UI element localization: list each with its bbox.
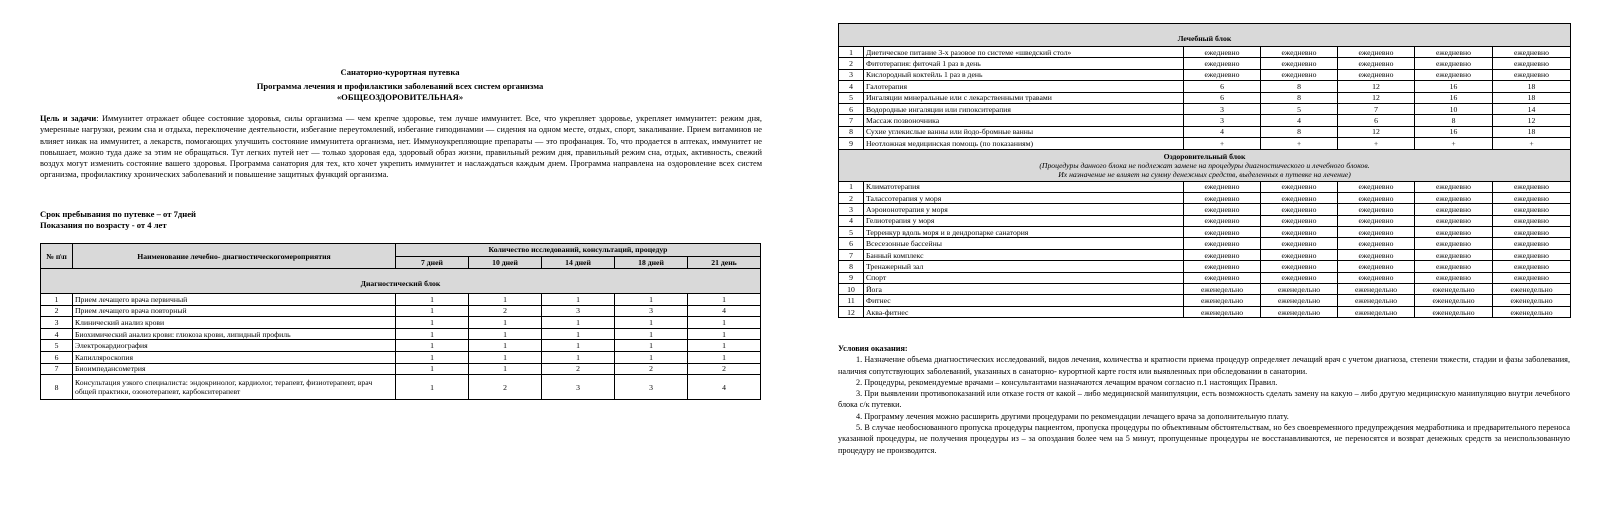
row-value: еженедельно [1338, 284, 1415, 295]
row-number: 9 [839, 272, 864, 283]
header-day: 10 дней [469, 256, 542, 269]
row-value: 2 [542, 363, 615, 375]
row-value: ежедневно [1493, 181, 1571, 192]
row-number: 3 [839, 69, 864, 80]
health-note-1: (Процедуры данного блока не подлежат замене на процедуры диагностического и лечебного блоков. [1039, 160, 1370, 170]
row-number: 5 [839, 92, 864, 103]
table-row [839, 92, 1571, 103]
stay-duration: Срок пребывания по путевке – от 7дней [40, 209, 196, 219]
condition-item: 3. При выявлении противопоказаний или отказе гостя от какой – либо медицинской манипуляции, есть возможность сделать замену на какую – либо другую медицинскую манипуляцию внутри лечебного блока с/к путевки. [838, 389, 1570, 410]
row-value: ежедневно [1493, 249, 1571, 260]
row-value: ежедневно [1415, 47, 1493, 58]
row-value: ежедневно [1261, 227, 1338, 238]
row-number: 4 [839, 81, 864, 92]
row-value: ежедневно [1493, 192, 1571, 203]
row-value: ежедневно [1415, 181, 1493, 192]
table-row [839, 138, 1571, 149]
row-value: 12 [1338, 81, 1415, 92]
table-row [839, 227, 1571, 238]
row-value: ежедневно [1338, 47, 1415, 58]
row-number: 10 [839, 284, 864, 295]
row-value: ежедневно [1338, 69, 1415, 80]
row-value: ежедневно [1261, 238, 1338, 249]
row-value: 2 [688, 363, 761, 375]
table-row [839, 103, 1571, 114]
row-value: ежедневно [1338, 249, 1415, 260]
conditions [838, 343, 1570, 456]
row-value: ежедневно [1338, 227, 1415, 238]
row-value: 1 [615, 351, 688, 363]
table-row [41, 294, 761, 306]
row-value: 1 [469, 351, 542, 363]
header-procedure-name: Наименование лечебно- диагностическогомероприятия [73, 244, 396, 269]
row-value: 1 [396, 294, 469, 306]
row-procedure: Прием лечащего врача первичный [73, 294, 396, 306]
condition-item: 5. В случае необоснованного пропуска процедуры пациентом, пропуска процедуры по объективным обстоятельствам, но без своевременного предупреждения медработника и предварительного переноса указанной процедуры, не получения процедуры из – за опоздания более чем на 5 минут, пропущенные процедуры не восстанавливаются, не переносятся и возврат денежных средств за неиспользованную процедуру не производится. [838, 423, 1570, 455]
row-value: ежедневно [1261, 192, 1338, 203]
row-procedure: Терренкур вдоль моря и в дендропарке санатория [864, 227, 1184, 238]
row-number: 2 [41, 305, 73, 317]
row-value: ежедневно [1184, 238, 1261, 249]
section-treatment: Лечебный блок [839, 24, 1571, 47]
row-value: 1 [469, 317, 542, 329]
row-number: 8 [839, 126, 864, 137]
row-value: 1 [688, 340, 761, 352]
row-value: еженедельно [1338, 306, 1415, 317]
row-value: ежедневно [1415, 58, 1493, 69]
table-row [839, 81, 1571, 92]
section-health-header [839, 149, 1571, 181]
row-value: 16 [1415, 92, 1493, 103]
row-value: 12 [1338, 126, 1415, 137]
table-row [41, 363, 761, 375]
row-number: 5 [839, 227, 864, 238]
row-value: ежедневно [1184, 272, 1261, 283]
row-value: 5 [1261, 103, 1338, 114]
row-value: 1 [396, 375, 469, 400]
row-value: 1 [396, 340, 469, 352]
row-procedure: Банный комплекс [864, 249, 1184, 260]
row-value: ежедневно [1261, 204, 1338, 215]
row-value: 8 [1415, 115, 1493, 126]
condition-item: 1. Назначение объема диагностических исследований, видов лечения, количества и кратности приема процедур определяет лечащий врач с учетом диагноза, степени тяжести, стадии и фазы заболевания, наличия сопутствующих заболеваний, указанных в санаторно- курортной карте гостя или выявленных при обследовании в санатории. [838, 355, 1570, 376]
row-value: 1 [688, 294, 761, 306]
table-row [839, 295, 1571, 306]
row-value: + [1261, 138, 1338, 149]
program-name: «ОБЩЕОЗДОРОВИТЕЛЬНАЯ» [336, 92, 464, 102]
header-quantity: Количество исследований, консультаций, процедур [396, 244, 761, 257]
header-number: № п\п [41, 244, 73, 269]
row-value: 2 [469, 305, 542, 317]
row-value: ежедневно [1184, 192, 1261, 203]
row-value: 1 [542, 340, 615, 352]
row-number: 2 [839, 58, 864, 69]
section-diagnostic: Диагностический блок [41, 269, 761, 294]
row-value: ежедневно [1338, 181, 1415, 192]
row-value: ежедневно [1415, 272, 1493, 283]
row-value: ежедневно [1261, 47, 1338, 58]
row-number: 1 [41, 294, 73, 306]
row-value: 3 [542, 305, 615, 317]
age-indications: Показания по возрасту - от 4 лет [40, 220, 167, 230]
row-value: + [1493, 138, 1571, 149]
row-value: 18 [1493, 126, 1571, 137]
table-row [839, 238, 1571, 249]
table-row [41, 351, 761, 363]
row-value: ежедневно [1415, 215, 1493, 226]
row-value: 18 [1493, 92, 1571, 103]
row-value: 8 [1261, 92, 1338, 103]
row-value: 14 [1493, 103, 1571, 114]
row-value: еженедельно [1415, 295, 1493, 306]
row-number: 3 [839, 204, 864, 215]
row-value: 16 [1415, 126, 1493, 137]
row-value: 1 [688, 328, 761, 340]
row-number: 7 [839, 249, 864, 260]
row-number: 11 [839, 295, 864, 306]
condition-item: 4. Программу лечения можно расширить другими процедурами по рекомендации лечащего врача за дополнительную плату. [856, 411, 1289, 421]
row-procedure: Фитнес [864, 295, 1184, 306]
row-value: 1 [615, 294, 688, 306]
row-value: 3 [1184, 115, 1261, 126]
row-value: 1 [396, 328, 469, 340]
row-value: ежедневно [1261, 215, 1338, 226]
row-value: ежедневно [1184, 261, 1261, 272]
header-day: 18 дней [615, 256, 688, 269]
table-row [839, 126, 1571, 137]
row-value: 1 [688, 317, 761, 329]
row-value: ежедневно [1261, 261, 1338, 272]
row-number: 8 [41, 375, 73, 400]
row-value: 1 [469, 294, 542, 306]
row-value: 3 [615, 305, 688, 317]
table-row [839, 249, 1571, 260]
treatment-table [838, 23, 1571, 318]
row-procedure: Консультация узкого специалиста: эндокринолог, кардиолог, терапевт, физиотерапевт, врач общей практики, озонотерапевт, карбокситерапевт [73, 375, 396, 400]
row-value: ежедневно [1338, 238, 1415, 249]
row-value: ежедневно [1338, 204, 1415, 215]
row-value: 2 [615, 363, 688, 375]
row-procedure: Сухие углекислые ванны или йодо-бромные ванны [864, 126, 1184, 137]
row-value: 4 [1184, 126, 1261, 137]
row-value: еженедельно [1261, 295, 1338, 306]
row-procedure: Спорт [864, 272, 1184, 283]
row-procedure: Водородные ингаляции или гипокситерапия [864, 103, 1184, 114]
row-value: 1 [396, 305, 469, 317]
row-number: 4 [839, 215, 864, 226]
row-value: ежедневно [1415, 238, 1493, 249]
table-row [839, 58, 1571, 69]
row-procedure: Капилляроскопия [73, 351, 396, 363]
table-row [839, 215, 1571, 226]
row-value: ежедневно [1338, 192, 1415, 203]
row-value: 8 [1261, 126, 1338, 137]
row-value: 6 [1184, 92, 1261, 103]
table-row [41, 305, 761, 317]
row-value: еженедельно [1261, 284, 1338, 295]
row-value: 1 [469, 328, 542, 340]
table-row [839, 204, 1571, 215]
table-row [41, 375, 761, 400]
row-procedure: Биохимический анализ крови: глюкоза крови, липидный профиль [73, 328, 396, 340]
row-value: ежедневно [1415, 69, 1493, 80]
row-value: ежедневно [1493, 238, 1571, 249]
row-value: 1 [469, 363, 542, 375]
row-procedure: Галотерапия [864, 81, 1184, 92]
row-value: еженедельно [1493, 306, 1571, 317]
row-value: 12 [1338, 92, 1415, 103]
row-value: ежедневно [1415, 227, 1493, 238]
row-number: 6 [41, 351, 73, 363]
row-number: 2 [839, 192, 864, 203]
row-procedure: Гелиотерапия у моря [864, 215, 1184, 226]
row-value: 1 [615, 340, 688, 352]
row-value: 12 [1493, 115, 1571, 126]
row-number: 9 [839, 138, 864, 149]
row-value: 1 [688, 351, 761, 363]
row-value: еженедельно [1184, 306, 1261, 317]
row-value: ежедневно [1415, 204, 1493, 215]
row-value: 10 [1415, 103, 1493, 114]
right-page [800, 0, 1600, 527]
row-value: 1 [542, 351, 615, 363]
row-value: ежедневно [1493, 69, 1571, 80]
row-value: ежедневно [1493, 272, 1571, 283]
table-row [839, 69, 1571, 80]
table-row [41, 317, 761, 329]
row-value: 1 [469, 340, 542, 352]
row-value: 3 [615, 375, 688, 400]
row-value: ежедневно [1493, 58, 1571, 69]
row-number: 3 [41, 317, 73, 329]
row-procedure: Ингаляции минеральные или с лекарственными травами [864, 92, 1184, 103]
row-value: ежедневно [1261, 249, 1338, 260]
row-value: 2 [469, 375, 542, 400]
row-value: + [1338, 138, 1415, 149]
row-value: ежедневно [1261, 181, 1338, 192]
row-procedure: Массаж позвоночника [864, 115, 1184, 126]
row-value: 1 [542, 317, 615, 329]
row-number: 4 [41, 328, 73, 340]
row-procedure: Климатотерапия [864, 181, 1184, 192]
row-procedure: Аква-фитнес [864, 306, 1184, 317]
row-value: ежедневно [1184, 215, 1261, 226]
row-value: ежедневно [1493, 47, 1571, 58]
row-value: ежедневно [1261, 272, 1338, 283]
row-value: ежедневно [1493, 261, 1571, 272]
row-value: ежедневно [1184, 249, 1261, 260]
section-health: Оздоровительный блок [1163, 151, 1246, 161]
row-value: ежедневно [1415, 192, 1493, 203]
row-value: ежедневно [1261, 69, 1338, 80]
row-value: еженедельно [1261, 306, 1338, 317]
row-value: еженедельно [1493, 295, 1571, 306]
row-value: ежедневно [1415, 261, 1493, 272]
row-value: еженедельно [1184, 295, 1261, 306]
row-value: ежедневно [1338, 58, 1415, 69]
row-value: еженедельно [1415, 306, 1493, 317]
header-day: 21 день [688, 256, 761, 269]
row-number: 1 [839, 181, 864, 192]
row-value: ежедневно [1493, 215, 1571, 226]
row-value: ежедневно [1493, 227, 1571, 238]
row-procedure: Всесезонные бассейны [864, 238, 1184, 249]
row-procedure: Тренажерный зал [864, 261, 1184, 272]
row-value: ежедневно [1184, 181, 1261, 192]
row-number: 6 [839, 103, 864, 114]
row-number: 7 [41, 363, 73, 375]
row-value: + [1415, 138, 1493, 149]
row-number: 1 [839, 47, 864, 58]
row-value: 6 [1338, 115, 1415, 126]
goals-text: : Иммунитет отражает общее состояние здоровья, силы организма — чем крепче здоровье, тем лучше иммунитет. Все, что укрепляет здоровье, укрепляет иммунитет: режим дня, умеренные нагрузки, режим сна и отдыха, переключение деятельности, избегание переутомлений, избегание гиподинамии — сидения на одном месте, отдых, спорт, закаливание. Прием витаминов не влияет никак на иммунитет, а лекарств, помогающих улучшить состояние иммунитета организма, нет. Иммуноукрепляющие препараты — это профанация. То, что продается в аптеках, иммунитет не повышает, можно туда даже за этим не обращаться. Тут легких путей нет — только здоровая еда, здоровый образ жизни, правильный режим дня, правильный режим сна, отдых, активность, свежий воздух могут изменить состояние вашего здоровья. Программа санатория для тех, кто хочет укрепить иммунитет и наслаждаться каждым днем. Программа направлена на оздоровление всех систем организма, профилактику хронических заболеваний и повышение защитных функций организма. [40, 114, 762, 180]
row-value: 18 [1493, 81, 1571, 92]
conditions-title: Условия оказания: [838, 344, 908, 353]
goals-paragraph [40, 113, 762, 181]
row-procedure: Аэроионотерапия у моря [864, 204, 1184, 215]
row-number: 12 [839, 306, 864, 317]
table-row [839, 192, 1571, 203]
document-title: Санаторно-курортная путевка [340, 67, 460, 77]
row-value: ежедневно [1493, 204, 1571, 215]
row-number: 8 [839, 261, 864, 272]
row-value: 16 [1415, 81, 1493, 92]
row-procedure: Неотложная медицинская помощь (по показаниям) [864, 138, 1184, 149]
row-value: ежедневно [1184, 227, 1261, 238]
row-value: ежедневно [1261, 58, 1338, 69]
row-value: 1 [615, 317, 688, 329]
row-value: еженедельно [1184, 284, 1261, 295]
row-value: + [1184, 138, 1261, 149]
row-value: 3 [1184, 103, 1261, 114]
header-day: 7 дней [396, 256, 469, 269]
row-value: 7 [1338, 103, 1415, 114]
diagnostic-table [40, 243, 761, 400]
row-value: еженедельно [1415, 284, 1493, 295]
row-value: 4 [1261, 115, 1338, 126]
row-procedure: Прием лечащего врача повторный [73, 305, 396, 317]
row-number: 5 [41, 340, 73, 352]
condition-item: 2. Процедуры, рекомендуемые врачами – консультантами назначаются лечащим врачом согласно п.1 настоящих Правил. [856, 377, 1278, 387]
table-row [839, 284, 1571, 295]
header-day: 14 дней [542, 256, 615, 269]
row-value: ежедневно [1338, 261, 1415, 272]
row-number: 6 [839, 238, 864, 249]
row-value: еженедельно [1338, 295, 1415, 306]
row-value: ежедневно [1184, 204, 1261, 215]
row-value: 4 [688, 375, 761, 400]
table-row [41, 328, 761, 340]
row-procedure: Электрокардиография [73, 340, 396, 352]
row-value: 8 [1261, 81, 1338, 92]
row-value: 6 [1184, 81, 1261, 92]
row-value: ежедневно [1338, 215, 1415, 226]
row-procedure: Кислородный коктейль 1 раз в день [864, 69, 1184, 80]
row-value: еженедельно [1493, 284, 1571, 295]
health-note-2: Их назначение не влияет на сумму денежных средств, выделенных в путевке на лечение) [1058, 169, 1351, 179]
program-title: Программа лечения и профилактики заболеваний всех систем организма [256, 81, 544, 91]
row-procedure: Фитотерапия: фиточай 1 раз в день [864, 58, 1184, 69]
row-value: ежедневно [1338, 272, 1415, 283]
row-value: 4 [688, 305, 761, 317]
row-value: ежедневно [1415, 249, 1493, 260]
row-procedure: Талассотерапия у моря [864, 192, 1184, 203]
row-value: 1 [396, 363, 469, 375]
row-procedure: Клинический анализ крови [73, 317, 396, 329]
row-value: 3 [542, 375, 615, 400]
row-value: 1 [396, 351, 469, 363]
goals-label: Цель и задачи [40, 114, 97, 123]
row-value: ежедневно [1184, 58, 1261, 69]
row-value: 1 [542, 328, 615, 340]
table-row [839, 47, 1571, 58]
row-procedure: Йога [864, 284, 1184, 295]
row-value: 1 [542, 294, 615, 306]
row-value: ежедневно [1184, 47, 1261, 58]
row-value: ежедневно [1184, 69, 1261, 80]
row-procedure: Диетическое питание 3-х разовое по системе «шведский стол» [864, 47, 1184, 58]
table-row [839, 306, 1571, 317]
table-row [839, 261, 1571, 272]
table-row [41, 340, 761, 352]
row-value: 1 [396, 317, 469, 329]
table-row [839, 115, 1571, 126]
table-row [839, 181, 1571, 192]
row-value: 1 [615, 328, 688, 340]
table-row [839, 272, 1571, 283]
row-procedure: Биоимпедансометрия [73, 363, 396, 375]
row-number: 7 [839, 115, 864, 126]
